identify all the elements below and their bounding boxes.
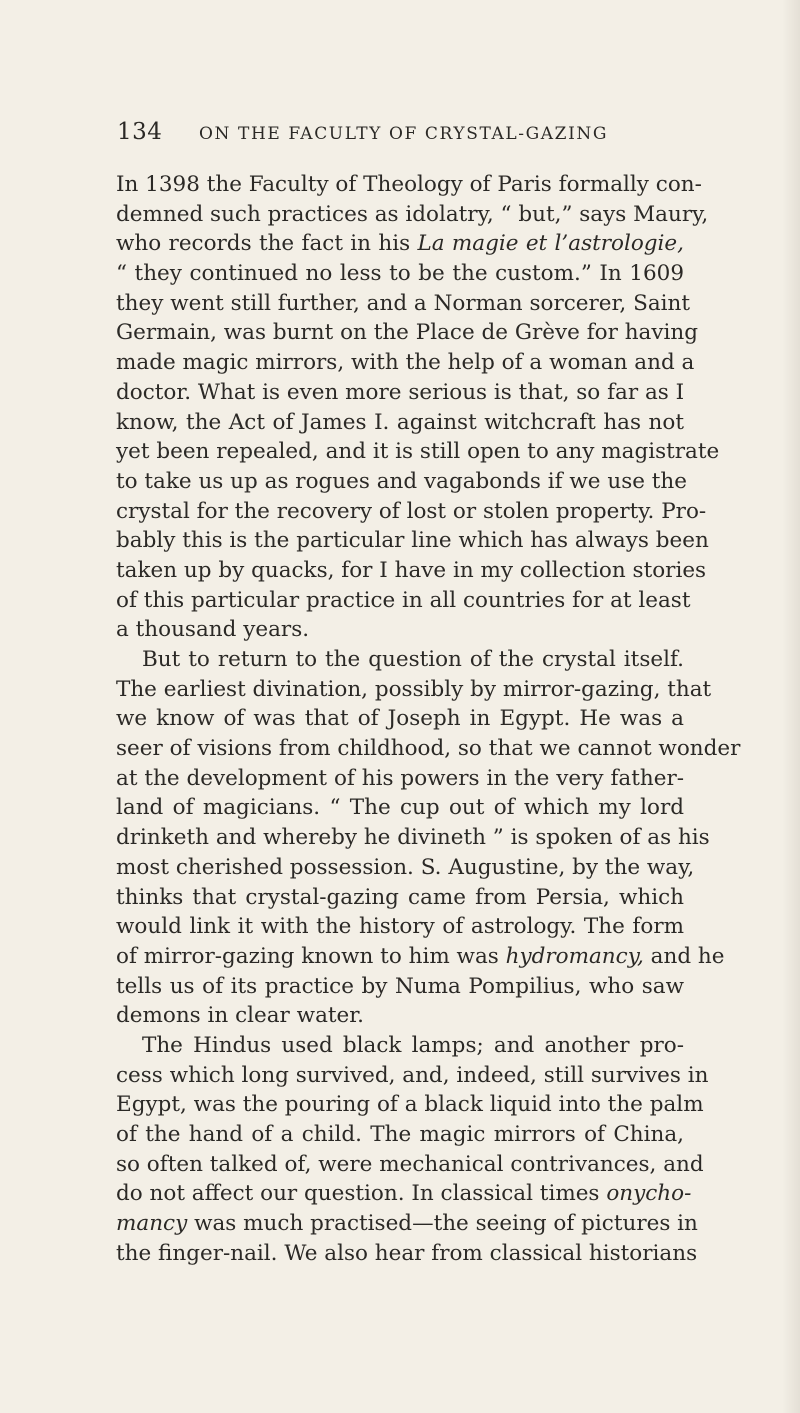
text-line: cess which long survived, and, indeed, still survives in [116,1062,709,1088]
text-line: the finger-nail. We also hear from classical historians [116,1240,698,1266]
text-line: demned such practices as idolatry, “ but,” says Maury, [116,201,709,227]
text-line: know, the Act of James I. against witchcraft has not [116,409,684,435]
text-line: But to return to the question of the crystal itself. [142,647,684,672]
text-line: of this particular practice in all countries for at least [116,587,691,613]
text-line: a thousand years. [116,617,310,643]
text-line: bably this is the particular line which has always been [116,528,709,554]
text-line: to take us up as rogues and vagabonds if we use the [116,468,687,494]
italic-title: La magie et l’astrologie, [417,231,684,257]
italic-title: onycho- [606,1181,692,1207]
text-line: thinks that crystal-gazing came from Persia, which [116,884,684,910]
text-line: most cherished possession. S. Augustine, by the way, [116,854,695,880]
text-line: yet been repealed, and it is still open to any magistrate [116,439,720,465]
italic-title: mancy [116,1211,188,1237]
paragraph [116,645,741,1031]
text-line: of mirror-gazing known to him was hydromancy, and he [116,943,725,969]
text-line: Egypt, was the pouring of a black liquid into the palm [116,1092,704,1118]
text-line: Germain, was burnt on the Place de Grève for having [116,320,699,346]
text-line: made magic mirrors, with the help of a woman and a [116,350,695,376]
text-line: at the development of his powers in the very father- [116,765,684,791]
paragraph [116,170,720,645]
body-text [116,170,741,1268]
page-number: 134 [117,119,163,145]
text-line: we know of was that of Joseph in Egypt. He was a [116,706,684,732]
text-line: they went still further, and a Norman sorcerer, Saint [116,290,691,316]
running-title: ON THE FACULTY OF CRYSTAL-GAZING [199,124,609,144]
text-line: crystal for the recovery of lost or stolen property. Pro- [116,498,707,524]
text-line: mancy was much practised—the seeing of pictures in [116,1211,698,1237]
text-line: The Hindus used black lamps; and another pro- [142,1032,684,1058]
text-line: drinketh and whereby he divineth ” is spoken of as his [116,825,710,851]
paragraph [116,1031,709,1269]
text-line: so often talked of, were mechanical contrivances, and [116,1151,704,1177]
page-header [117,119,677,153]
text-line: do not affect our question. In classical times onycho- [116,1181,692,1207]
text-line: The earliest divination, possibly by mirror-gazing, that [116,676,712,702]
text-line: In 1398 the Faculty of Theology of Paris formally con- [116,172,702,197]
text-line: who records the fact in his La magie et l’astrologie, [116,231,684,257]
text-line: “ they continued no less to be the custom.” In 1609 [116,261,684,287]
page-edge-shadow [782,0,800,1413]
text-line: demons in clear water. [116,1003,364,1029]
text-line: would link it with the history of astrology. The form [116,914,684,940]
text-line: of the hand of a child. The magic mirrors of China, [116,1122,684,1147]
text-line: seer of visions from childhood, so that we cannot wonder [116,736,741,762]
text-line: tells us of its practice by Numa Pompilius, who saw [116,973,684,999]
text-line: doctor. What is even more serious is that, so far as I [116,379,685,405]
italic-title: hydromancy, [505,943,644,969]
text-line: taken up by quacks, for I have in my collection stories [116,557,707,583]
text-line: land of magicians. “ The cup out of which my lord [116,795,684,821]
